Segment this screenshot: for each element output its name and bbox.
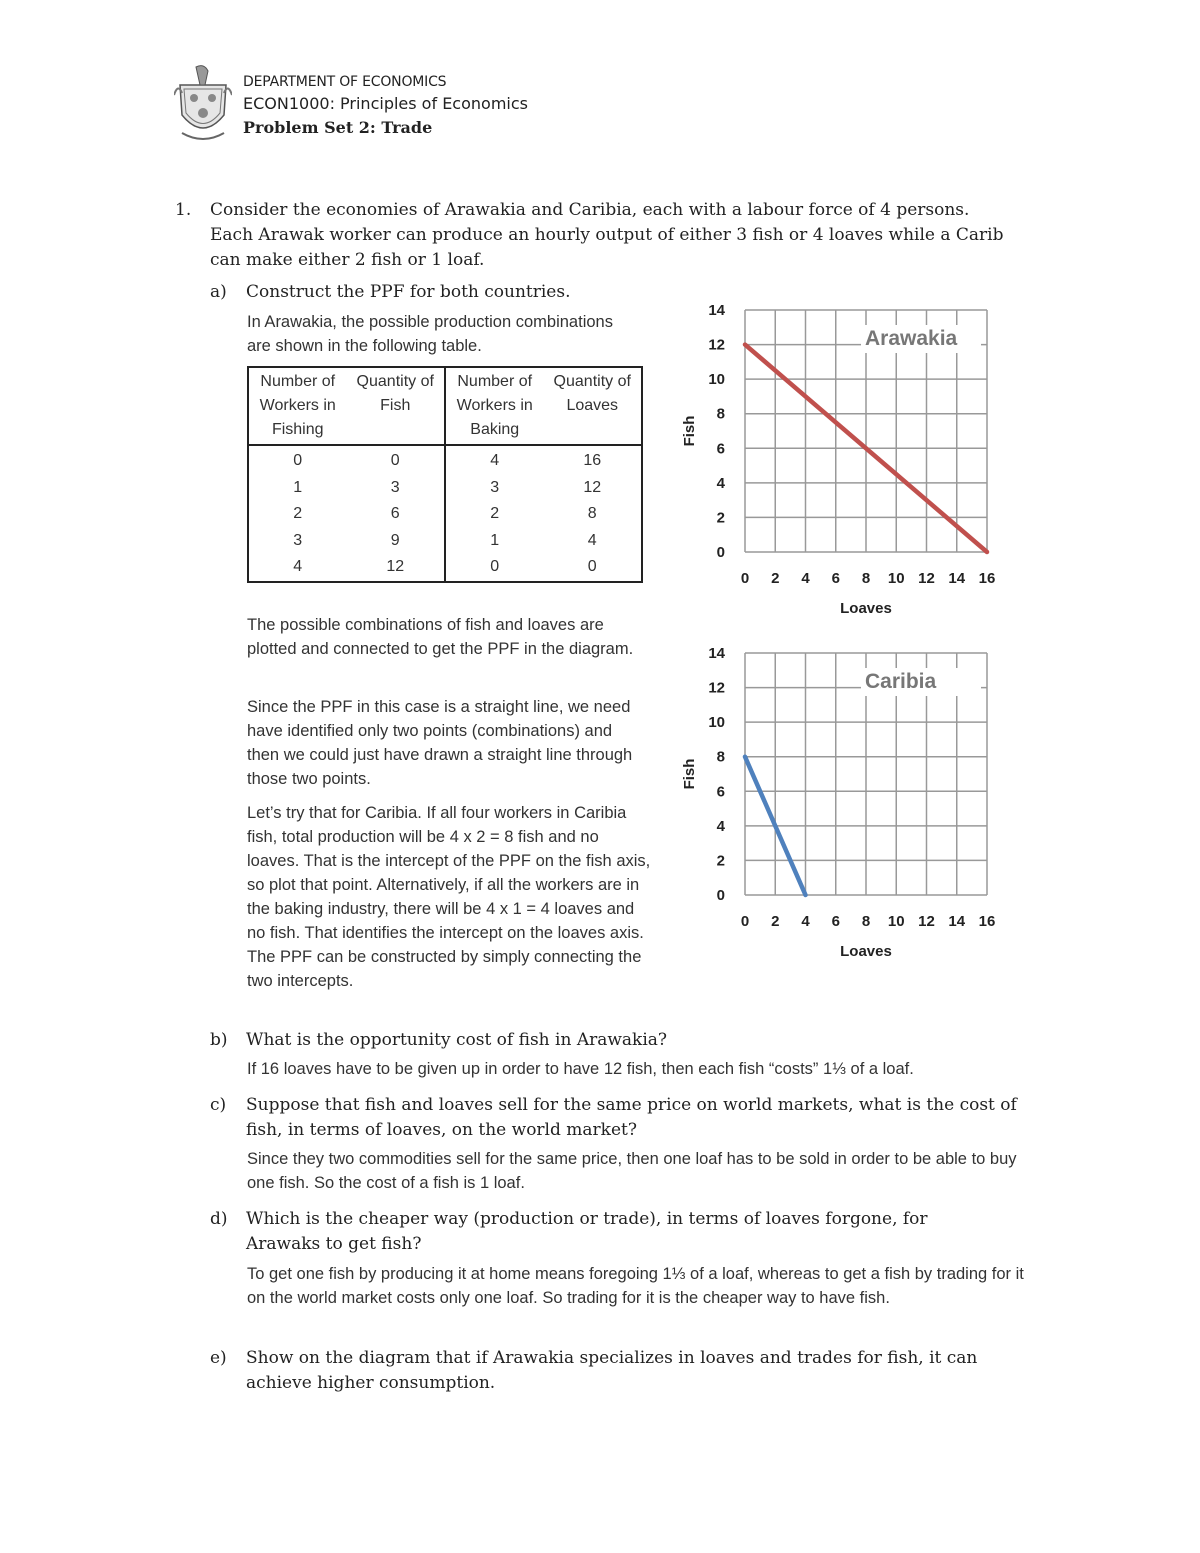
- header-workers-fishing: Number of Workers in Fishing: [248, 367, 346, 445]
- part-d-question: Which is the cheaper way (production or trade), in terms of loaves forgone, for Arawaks to get fish?: [246, 1209, 928, 1254]
- y-axis-label: Fish: [681, 415, 698, 447]
- part-a-paragraph-1: The possible combinations of fish and loaves are plotted and connected to get the PPF in the diagram.: [247, 616, 634, 658]
- x-tick-label: 2: [771, 570, 780, 587]
- part-b-label: b): [210, 1030, 228, 1050]
- x-tick-label: 14: [948, 570, 966, 587]
- table-cell: 3: [445, 475, 543, 502]
- caribia-ppf-chart: [670, 638, 1010, 968]
- legend-label: Caribia: [865, 670, 937, 693]
- production-table: [247, 366, 643, 583]
- y-tick-label: 4: [716, 817, 725, 835]
- table-cell: 8: [587, 505, 597, 523]
- y-tick-label: 14: [708, 302, 725, 319]
- x-tick-label: 0: [740, 570, 750, 587]
- table-row: [248, 528, 642, 555]
- table-cell: 4: [445, 445, 543, 475]
- table-cell: 0: [445, 554, 543, 582]
- x-tick-label: 10: [887, 913, 905, 930]
- table-cell: 12: [386, 558, 405, 576]
- question-text: Consider the economies of Arawakia and Caribia, each with a labour force of 4 persons. Each Arawak worker can produce an hourly output of either 3 fish or 4 loaves while a Carib can make either 2 fish or 1 loaf.: [210, 200, 1004, 270]
- table-cell: 0: [293, 452, 303, 470]
- part-a-paragraph-3: Let’s try that for Caribia. If all four workers in Caribia fish, total production will be 4 x 2 = 8 fish and no loaves. That is the intercept of the PPF on the fish axis, so plot that point. Alternatively, if all the workers are in the baking industry, there will be 4 x 1 = 4 loaves and no fish. That identifies the intercept on the loaves axis. The PPF can be constructed by simply connecting the two intercepts.: [247, 804, 651, 990]
- table-cell: 16: [583, 452, 602, 470]
- x-tick-label: 0: [740, 913, 750, 930]
- part-a-label: a): [210, 282, 227, 302]
- y-tick-label: 8: [716, 405, 725, 423]
- x-tick-label: 6: [831, 570, 840, 587]
- part-d-label: d): [210, 1209, 228, 1229]
- y-tick-label: 0: [716, 887, 725, 904]
- table-cell: 3: [293, 531, 303, 549]
- table-cell: 12: [583, 478, 602, 496]
- table-row: [248, 501, 642, 528]
- table-row: [248, 445, 642, 475]
- table-cell: 2: [293, 505, 303, 523]
- x-tick-label: 16: [978, 570, 996, 587]
- x-tick-label: 8: [861, 913, 871, 930]
- header-quantity-loaves: Quantity of Loaves: [543, 367, 642, 445]
- course-title: ECON1000: Principles of Economics: [243, 94, 528, 113]
- table-cell: 9: [390, 531, 400, 549]
- x-tick-label: 4: [801, 913, 810, 930]
- part-b-answer: If 16 loaves have to be given up in order to have 12 fish, then each fish “costs” 1⅓ of a loaf.: [247, 1060, 914, 1078]
- y-tick-label: 6: [716, 440, 725, 458]
- part-e-label: e): [210, 1348, 227, 1368]
- x-tick-label: 8: [861, 570, 871, 587]
- table-cell: 0: [587, 558, 597, 576]
- part-a-paragraph-2: Since the PPF in this case is a straight line, we need have identified only two points (combinations) and then we could just have drawn a straight line through those two points.: [247, 698, 633, 788]
- x-tick-label: 10: [887, 570, 905, 587]
- table-cell: 1: [445, 528, 543, 555]
- x-tick-label: 12: [918, 570, 935, 587]
- x-tick-label: 14: [948, 913, 966, 930]
- y-tick-label: 6: [716, 783, 725, 801]
- table-cell: 1: [293, 478, 303, 496]
- y-tick-label: 14: [708, 645, 725, 662]
- x-tick-label: 12: [918, 913, 935, 930]
- x-tick-label: 6: [831, 913, 840, 930]
- problem-set-title: Problem Set 2: Trade: [243, 118, 433, 137]
- x-tick-label: 16: [978, 913, 996, 930]
- y-tick-label: 12: [708, 679, 725, 697]
- university-crest-icon: [174, 63, 232, 145]
- x-tick-label: 4: [801, 570, 810, 587]
- y-tick-label: 0: [716, 544, 725, 561]
- legend-label: Arawakia: [865, 327, 958, 350]
- y-tick-label: 10: [708, 714, 725, 732]
- table-row: [248, 554, 642, 582]
- y-tick-label: 10: [708, 371, 725, 389]
- table-cell: 4: [587, 531, 597, 549]
- part-c-answer: Since they two commodities sell for the same price, then one loaf has to be sold in order to be able to buy one fish. So the cost of a fish is 1 loaf.: [247, 1150, 1017, 1192]
- y-tick-label: 2: [716, 852, 725, 870]
- table-cell: 3: [390, 478, 400, 496]
- y-tick-label: 8: [716, 748, 725, 766]
- y-tick-label: 4: [716, 474, 725, 492]
- part-b-question: What is the opportunity cost of fish in Arawakia?: [246, 1030, 668, 1050]
- x-axis-label: Loaves: [840, 600, 892, 617]
- y-axis-label: Fish: [681, 758, 698, 790]
- y-tick-label: 2: [716, 509, 725, 527]
- arawakia-ppf-chart: [670, 295, 1010, 625]
- part-e-question: Show on the diagram that if Arawakia specializes in loaves and trades for fish, it can achieve higher consumption.: [246, 1348, 978, 1393]
- y-tick-label: 12: [708, 336, 725, 354]
- part-a-question: Construct the PPF for both countries.: [246, 282, 571, 302]
- table-row: [248, 475, 642, 502]
- x-axis-label: Loaves: [840, 943, 892, 960]
- x-tick-label: 2: [771, 913, 780, 930]
- table-cell: 0: [390, 452, 400, 470]
- header-quantity-fish: Quantity of Fish: [346, 367, 445, 445]
- part-d-answer: To get one fish by producing it at home means foregoing 1⅓ of a loaf, whereas to get a fish by trading for it on the world market costs only one loaf. So trading for it is the cheaper way to have fish.: [247, 1265, 1024, 1307]
- table-cell: 6: [390, 505, 400, 523]
- table-cell: 2: [445, 501, 543, 528]
- table-header-row: [248, 367, 642, 445]
- department-name: DEPARTMENT OF ECONOMICS: [243, 74, 447, 90]
- question-number: 1.: [175, 200, 192, 220]
- part-a-intro: In Arawakia, the possible production combinations are shown in the following table.: [247, 313, 613, 355]
- part-c-question: Suppose that fish and loaves sell for the same price on world markets, what is the cost of fish, in terms of loaves, on the world market?: [246, 1095, 1017, 1140]
- header-workers-baking: Number of Workers in Baking: [445, 367, 543, 445]
- part-c-label: c): [210, 1095, 227, 1115]
- table-cell: 4: [293, 558, 303, 576]
